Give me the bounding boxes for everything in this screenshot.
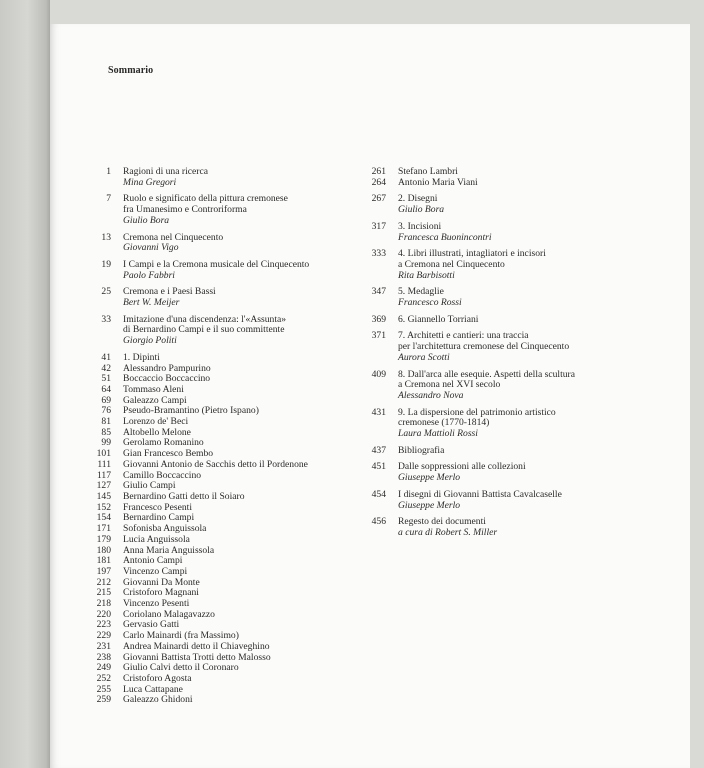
toc-title-line: Gervasio Gatti [123, 619, 180, 631]
toc-page-number: 7 [106, 193, 111, 205]
toc-title-line: Imitazione d'una discendenza: l'«Assunta» [123, 313, 287, 325]
toc-title-line: Cristoforo Agosta [123, 672, 192, 684]
toc-entry-text [123, 167, 364, 188]
toc-page-number: 127 [96, 480, 111, 492]
toc-entry-text [123, 315, 364, 347]
toc-page-number: 347 [371, 286, 386, 298]
toc-entry [82, 167, 364, 188]
toc-author: Laura Mattioli Rossi [398, 428, 478, 440]
toc-page-number: 454 [371, 488, 386, 500]
toc-page-number: 171 [96, 523, 111, 535]
toc-entry [357, 490, 657, 511]
toc-author: Mina Gregori [123, 176, 177, 188]
toc-title-line: I disegni di Giovanni Battista Cavalcaselle [398, 488, 562, 500]
toc-page-number: 369 [371, 313, 386, 325]
toc-title-line: Francesco Pesenti [123, 501, 193, 513]
toc-page-number: 231 [96, 640, 111, 652]
toc-author: Giovanni Vigo [123, 242, 179, 254]
toc-page-number: 180 [96, 544, 111, 556]
toc-entry-text [123, 567, 364, 578]
toc-author: Francesco Rossi [398, 297, 462, 309]
toc-title-line: Galeazzo Campi [123, 394, 187, 406]
toc-entry-text [123, 535, 364, 546]
toc-author: Francesca Buonincontri [398, 231, 492, 243]
toc-page-number: 181 [96, 555, 111, 567]
toc-entry [82, 315, 364, 347]
toc-page-number: 261 [371, 166, 386, 177]
toc-title-line: Cremona nel Cinquecento [123, 231, 224, 243]
toc-page-number: 117 [96, 469, 111, 481]
toc-page-number: 267 [371, 193, 386, 205]
toc-page-number: 249 [96, 662, 111, 674]
toc-title-line: 2. Disegni [398, 193, 438, 205]
toc-author: Rita Barbisotti [398, 269, 455, 281]
toc-title-line: 9. La dispersione del patrimonio artistico [398, 406, 556, 418]
toc-page-number: 19 [101, 258, 111, 270]
toc-page-number: 99 [101, 437, 111, 449]
toc-page-number: 409 [371, 368, 386, 380]
toc-entry [357, 331, 657, 363]
toc-entry [82, 460, 364, 471]
toc-page-number: 13 [101, 231, 111, 243]
toc-entry [357, 287, 657, 308]
toc-title-line: Gian Francesco Bembo [123, 448, 214, 460]
toc-title-line: Lucia Anguissola [123, 533, 190, 545]
toc-entry-text [123, 460, 364, 471]
toc-page-number: 145 [96, 490, 111, 502]
toc-entry [357, 370, 657, 402]
toc-entry-text [398, 490, 657, 511]
toc-page-number: 333 [371, 248, 386, 260]
toc-left-column [82, 167, 364, 706]
toc-title-line: Cristoforo Magnani [123, 587, 199, 599]
toc-title-line: Dalle soppressioni alle collezioni [398, 461, 526, 473]
page-title: Sommario [108, 65, 154, 76]
toc-entry-text [123, 233, 364, 254]
toc-entry-text [398, 287, 657, 308]
toc-page-number: 223 [96, 619, 111, 631]
toc-page-number: 371 [371, 330, 386, 342]
toc-title-line: Cremona e i Paesi Bassi [123, 286, 216, 298]
toc-title-line: 4. Libri illustrati, intagliatori e incisori [398, 248, 546, 260]
toc-title-line: 6. Giannello Torriani [398, 313, 479, 325]
toc-page-number: 51 [101, 373, 111, 385]
toc-entry [82, 642, 364, 653]
toc-entry [357, 194, 657, 215]
toc-page-number: 152 [96, 501, 111, 513]
toc-page-number: 179 [96, 533, 111, 545]
toc-author: Alessandro Nova [398, 389, 464, 401]
book-page [50, 24, 690, 768]
toc-page-number: 33 [101, 313, 111, 325]
toc-page-number: 41 [101, 351, 111, 363]
toc-title-line: Antonio Maria Viani [398, 176, 478, 188]
toc-title-line: Anna Maria Anguissola [123, 544, 215, 556]
toc-title-line: Stefano Lambri [398, 166, 458, 177]
toc-title-line: Vincenzo Campi [123, 565, 188, 577]
toc-entry-text [398, 331, 657, 363]
toc-title-line: di Bernardino Campi e il suo committente [123, 324, 285, 336]
toc-entry-text [123, 642, 364, 653]
toc-title-line: a Cremona nel XVI secolo [398, 379, 501, 391]
toc-page-number: 42 [101, 362, 111, 374]
toc-entry [82, 695, 364, 706]
toc-page-number: 437 [371, 444, 386, 456]
toc-page-number: 85 [101, 426, 111, 438]
toc-entry [357, 178, 657, 189]
toc-entry-text [398, 315, 657, 326]
toc-page-number: 111 [97, 458, 111, 470]
toc-title-line: Pseudo-Bramantino (Pietro Ispano) [123, 405, 259, 417]
toc-page-number: 252 [96, 672, 111, 684]
toc-title-line: Giovanni Da Monte [123, 576, 200, 588]
toc-title-line: Lorenzo de' Beci [123, 416, 189, 428]
toc-page-number: 229 [96, 630, 111, 642]
toc-entry-text [398, 178, 657, 189]
toc-entry-text [398, 446, 657, 457]
toc-title-line: 5. Medaglie [398, 286, 444, 298]
toc-entry-text [398, 370, 657, 402]
toc-author: Giulio Bora [398, 204, 445, 216]
book-gutter [0, 0, 50, 768]
toc-entry-text [123, 287, 364, 308]
toc-title-line: 8. Dall'arca alle esequie. Aspetti della scultura [398, 368, 576, 380]
toc-entry [357, 408, 657, 440]
toc-author: a cura di Robert S. Miller [398, 526, 498, 538]
toc-page-number: 255 [96, 683, 111, 695]
toc-title-line: 7. Architetti e cantieri: una traccia [398, 330, 529, 342]
toc-page-number: 431 [371, 406, 386, 418]
toc-page-number: 154 [96, 512, 111, 524]
toc-page-number: 76 [101, 405, 111, 417]
toc-entry-text [123, 353, 364, 364]
toc-page-number: 220 [96, 608, 111, 620]
toc-page-number: 218 [96, 598, 111, 610]
toc-entry [357, 462, 657, 483]
toc-title-line: Andrea Mainardi detto il Chiaveghino [123, 640, 270, 652]
toc-author: Bert W. Meijer [123, 297, 180, 309]
toc-page-number: 69 [101, 394, 111, 406]
toc-title-line: fra Umanesimo e Controriforma [123, 204, 247, 216]
toc-title-line: 1. Dipinti [123, 351, 160, 363]
toc-entry [357, 517, 657, 538]
toc-title-line: Regesto dei documenti [398, 516, 486, 528]
toc-title-line: 3. Incisioni [398, 220, 442, 232]
toc-entry-text [398, 222, 657, 243]
toc-page-number: 1 [106, 166, 111, 177]
toc-entry-text [123, 194, 364, 226]
toc-entry [357, 315, 657, 326]
toc-entry [82, 260, 364, 281]
toc-entry [82, 567, 364, 578]
toc-author: Giuseppe Merlo [398, 499, 461, 511]
toc-entry [82, 353, 364, 364]
toc-entry-text [398, 408, 657, 440]
toc-entry [357, 222, 657, 243]
toc-title-line: Alessandro Pampurino [123, 362, 211, 374]
toc-author: Aurora Scotti [398, 351, 450, 363]
toc-title-line: Altobello Melone [123, 426, 191, 438]
toc-right-column [357, 167, 657, 539]
toc-author: Paolo Fabbri [123, 269, 175, 281]
toc-author: Giuseppe Merlo [398, 472, 461, 484]
toc-title-line: cremonese (1770-1814) [398, 417, 490, 429]
toc-entry-text [123, 695, 364, 706]
toc-entry-text [123, 260, 364, 281]
toc-entry [82, 233, 364, 254]
toc-entry [82, 535, 364, 546]
toc-page-number: 101 [96, 448, 111, 460]
toc-author: Giulio Bora [123, 214, 170, 226]
toc-title-line: Ruolo e significato della pittura cremonese [123, 193, 288, 205]
toc-title-line: per l'architettura cremonese del Cinquecento [398, 341, 570, 353]
toc-page-number: 259 [96, 694, 111, 706]
toc-entry [357, 446, 657, 457]
toc-title-line: Tommaso Aleni [123, 383, 184, 395]
toc-entry-text [398, 249, 657, 281]
toc-title-line: Camillo Boccaccino [123, 469, 202, 481]
toc-title-line: Boccaccio Boccaccino [123, 373, 211, 385]
toc-title-line: Giulio Calvi detto il Coronaro [123, 662, 239, 674]
toc-page-number: 317 [371, 220, 386, 232]
toc-title-line: Antonio Campi [123, 555, 183, 567]
toc-entry [82, 287, 364, 308]
toc-title-line: I Campi e la Cremona musicale del Cinquecento [123, 258, 310, 270]
toc-entry-text [398, 194, 657, 215]
toc-entry [357, 249, 657, 281]
toc-title-line: Giovanni Battista Trotti detto Malosso [123, 651, 271, 663]
toc-title-line: Giovanni Antonio de Sacchis detto il Pordenone [123, 458, 308, 470]
toc-page-number: 456 [371, 516, 386, 528]
toc-page-number: 212 [96, 576, 111, 588]
toc-title-line: Bibliografia [398, 444, 445, 456]
toc-title-line: Bernardino Gatti detto il Soiaro [123, 490, 245, 502]
toc-page-number: 264 [371, 176, 386, 188]
toc-entry [82, 194, 364, 226]
toc-page-number: 451 [371, 461, 386, 473]
toc-title-line: Luca Cattapane [123, 683, 183, 695]
toc-entry-text [398, 517, 657, 538]
toc-entry-text [398, 462, 657, 483]
toc-page-number: 238 [96, 651, 111, 663]
toc-title-line: Galeazzo Ghidoni [123, 694, 193, 706]
toc-title-line: Coriolano Malagavazzo [123, 608, 215, 620]
toc-page-number: 81 [101, 416, 111, 428]
toc-page-number: 215 [96, 587, 111, 599]
toc-page-number: 25 [101, 286, 111, 298]
toc-title-line: Giulio Campi [123, 480, 176, 492]
toc-author: Giorgio Politi [123, 335, 177, 347]
toc-page-number: 197 [96, 565, 111, 577]
toc-title-line: Sofonisba Anguissola [123, 523, 207, 535]
toc-title-line: Ragioni di una ricerca [123, 166, 208, 177]
toc-title-line: a Cremona nel Cinquecento [398, 258, 505, 270]
toc-title-line: Bernardino Campi [123, 512, 195, 524]
toc-title-line: Vincenzo Pesenti [123, 598, 190, 610]
toc-title-line: Carlo Mainardi (fra Massimo) [123, 630, 239, 642]
toc-page-number: 64 [101, 383, 111, 395]
toc-title-line: Gerolamo Romanino [123, 437, 204, 449]
